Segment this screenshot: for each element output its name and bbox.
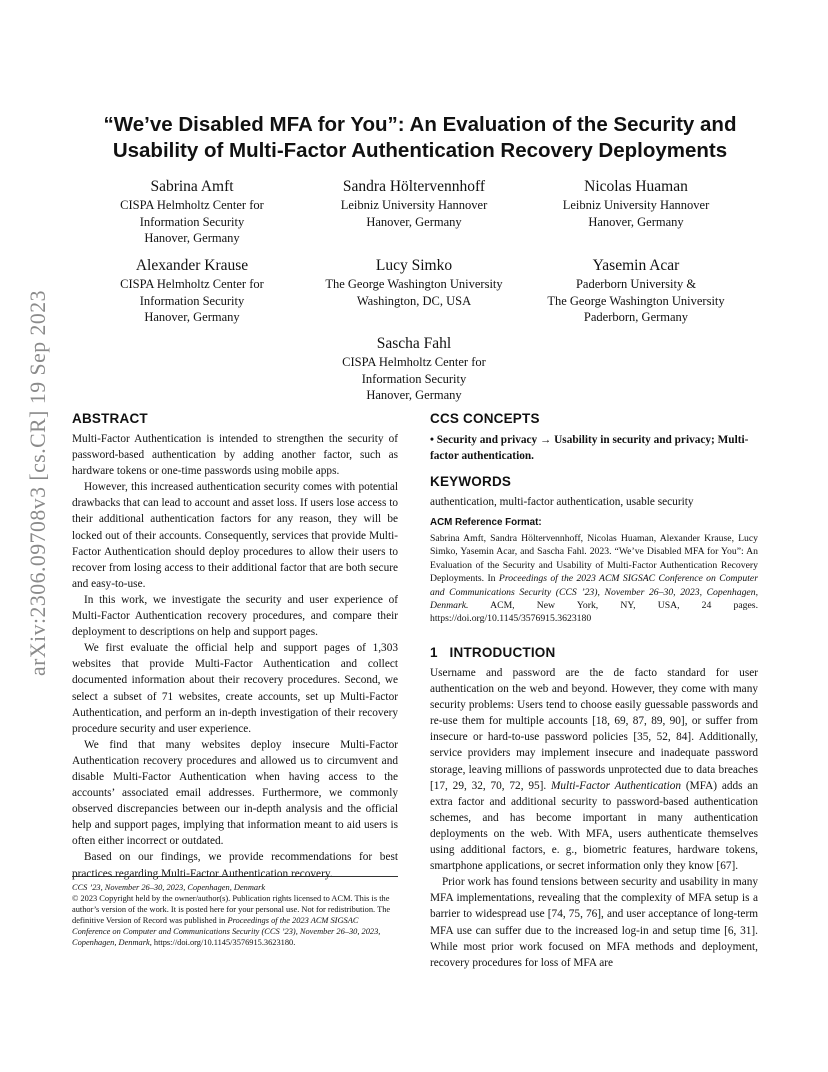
author-affiliation: CISPA Helmholtz Center for: [120, 198, 264, 212]
abstract-paragraph: Multi-Factor Authentication is intended to strengthen the security of password-based authentication by adding another factor, such as hardware tokens or one-time passwords using mobile apps.: [72, 433, 398, 478]
author-affiliation: Information Security: [139, 293, 245, 308]
paper-title: [70, 112, 770, 164]
abstract-paragraph: We first evaluate the official help and support pages of 1,303 websites that provide Multi-Factor Authentication and collect documented information about their recovery procedures. Second, we select a subset of 71 websites, create accounts, set up Multi-Factor Authentication, and perform an in-depth investigation of their recovery procedure security and user experience.: [72, 642, 398, 735]
introduction-heading: 1 INTRODUCTION: [430, 645, 556, 660]
author-affiliation: CISPA Helmholtz Center for: [342, 355, 486, 369]
acm-reference-heading: ACM Reference Format:: [430, 517, 542, 528]
abstract-paragraph: We find that many websites deploy insecure Multi-Factor Authentication recovery procedures and allowed us to circumvent and disable Multi-Factor Authentication when having access to the accounts’ associated email addresses. Furthermore, we commonly observed discrepancies between our in-depth analysis and the official help and support pages, implying that information meant to aid users is often either incorrect or outdated.: [72, 738, 398, 848]
author-affiliation: Hanover, Germany: [588, 214, 684, 229]
author-affiliation: Information Security: [361, 371, 467, 386]
arxiv-identifier: arXiv:2306.09708v3 [cs.CR] 19 Sep 2023: [25, 288, 50, 676]
intro-paragraph: Prior work has found tensions between security and usability in many MFA implementations, revealing that the complexity of MFA setup is a barrier to widespread use [74, 75, 76], and user acceptance of long-term MFA use can suffer due to the increased log-in and setup time [6, 31]. While most prior work focused on MFA methods and deployment, recovery procedures for loss of MFA are: [430, 876, 758, 969]
author-affiliation: Hanover, Germany: [144, 231, 240, 245]
author-affiliation: The George Washington University: [325, 277, 503, 291]
title-line-2: Usability of Multi-Factor Authentication Recovery Deployments: [112, 139, 728, 162]
author-name: Nicolas Huaman: [584, 178, 688, 195]
author-affiliation: Information Security: [139, 214, 245, 229]
keywords-text: authentication, multi-factor authentication, usable security: [430, 496, 694, 508]
author-affiliation: CISPA Helmholtz Center for: [120, 277, 264, 291]
abstract-paragraph: In this work, we investigate the security and user experience of Multi-Factor Authentication recovery procedures, and compare their deployment to descriptions on help and support pages.: [72, 593, 398, 639]
author-block: [521, 177, 751, 230]
author-affiliation: Washington, DC, USA: [356, 293, 472, 308]
footnote-venue: CCS ’23, November 26–30, 2023, Copenhagen, Denmark: [72, 883, 266, 892]
author-affiliation: Leibniz University Hannover: [562, 198, 710, 212]
abstract-paragraph: Based on our findings, we provide recommendations for best practices regarding Multi-Factor Authentication recovery.: [72, 851, 398, 880]
footnote-divider: [72, 876, 398, 877]
author-block: [299, 334, 529, 404]
copyright-footnote: [72, 882, 398, 948]
keywords-heading: KEYWORDS: [430, 474, 512, 489]
arxiv-side-stamp: [18, 288, 52, 678]
author-name: Sandra Höltervennhoff: [342, 178, 486, 195]
author-block: [521, 256, 751, 326]
author-affiliation: Paderborn, Germany: [583, 310, 689, 324]
title-line-1: “We’ve Disabled MFA for You”: An Evaluation of the Security and: [103, 113, 737, 136]
author-affiliation: Hanover, Germany: [366, 214, 462, 229]
author-name: Alexander Krause: [135, 257, 249, 274]
abstract-body: [72, 431, 398, 882]
ccs-concepts-heading: CCS CONCEPTS: [430, 411, 540, 426]
ccs-concepts-text: • Security and privacy → Usability in security and privacy; Multi-factor authentication.: [430, 434, 749, 463]
abstract-paragraph: However, this increased authentication security comes with potential drawbacks that can lead to account and asset loss. If users lose access to their additional authentication factors for any reason, they will be locked out of their accounts. Consequently, services that provide Multi-Factor Authentication should deploy procedures to allow their users to recover from losing access to their additional factor that are both secure and easy-to-use.: [72, 481, 398, 590]
author-affiliation: Hanover, Germany: [366, 388, 462, 402]
author-affiliation: The George Washington University: [547, 293, 725, 308]
author-block: [299, 177, 529, 230]
author-name: Lucy Simko: [375, 257, 453, 274]
author-name: Sascha Fahl: [376, 335, 452, 352]
footnote-copyright: © 2023 Copyright held by the owner/author(s). Publication rights licensed to ACM. This is the author’s version of the work. It is posted here for your personal use. Not for redistribution. The definitive Version of Record was published in Proceedings of the 2023 ACM SIGSAC Conference on Computer and Communications Security (CCS ’23), November 26–30, 2023, Copenhagen, Denmark, https://doi.org/10.1145/3576915.3623180.: [72, 894, 391, 947]
author-name: Yasemin Acar: [592, 257, 680, 274]
author-block: [299, 256, 529, 309]
acm-reference-text: Sabrina Amft, Sandra Höltervennhoff, Nicolas Huaman, Alexander Krause, Lucy Simko, Yasemin Acar, and Sascha Fahl. 2023. “We’ve Disabled MFA for You”: An Evaluation of the Security and Usability of Multi-Factor Authentication Recovery Deployments. In Proceedings of the 2023 ACM SIGSAC Conference on Computer and Communications Security (CCS ’23), November 26–30, 2023, Copenhagen, Denmark. ACM, New York, NY, USA, 24 pages. https://doi.org/10.1145/3576915.3623180: [430, 533, 758, 625]
abstract-heading: ABSTRACT: [72, 411, 148, 426]
author-name: Sabrina Amft: [150, 178, 234, 195]
author-affiliation: Paderborn University &: [575, 277, 697, 291]
intro-paragraph: Username and password are the de facto standard for user authentication on the web and beyond. However, they come with many security problems: Users tend to choose easily guessable passwords and re-use them for multiple accounts [18, 69, 87, 89, 90], or suffer from insecure or hard-to-use password policies [35, 52, 84]. Additionally, service providers may implement insecure and inadequate password storage, leaving millions of passwords unprotected due to data breaches [17, 29, 32, 70, 72, 95]. Multi-Factor Authentication (MFA) adds an extra factor and additional security to password-based authentication schemes, and has become important in many authentication deployments on the web. With MFA, users authenticate themselves using additional factors, e. g., biometric features, hardware tokens, smartphone applications, or secret information only they know [67].: [430, 667, 759, 873]
author-affiliation: Leibniz University Hannover: [340, 198, 488, 212]
introduction-body: [430, 665, 758, 971]
author-affiliation: Hanover, Germany: [144, 310, 240, 324]
author-block: [77, 256, 307, 326]
author-block: [77, 177, 307, 247]
